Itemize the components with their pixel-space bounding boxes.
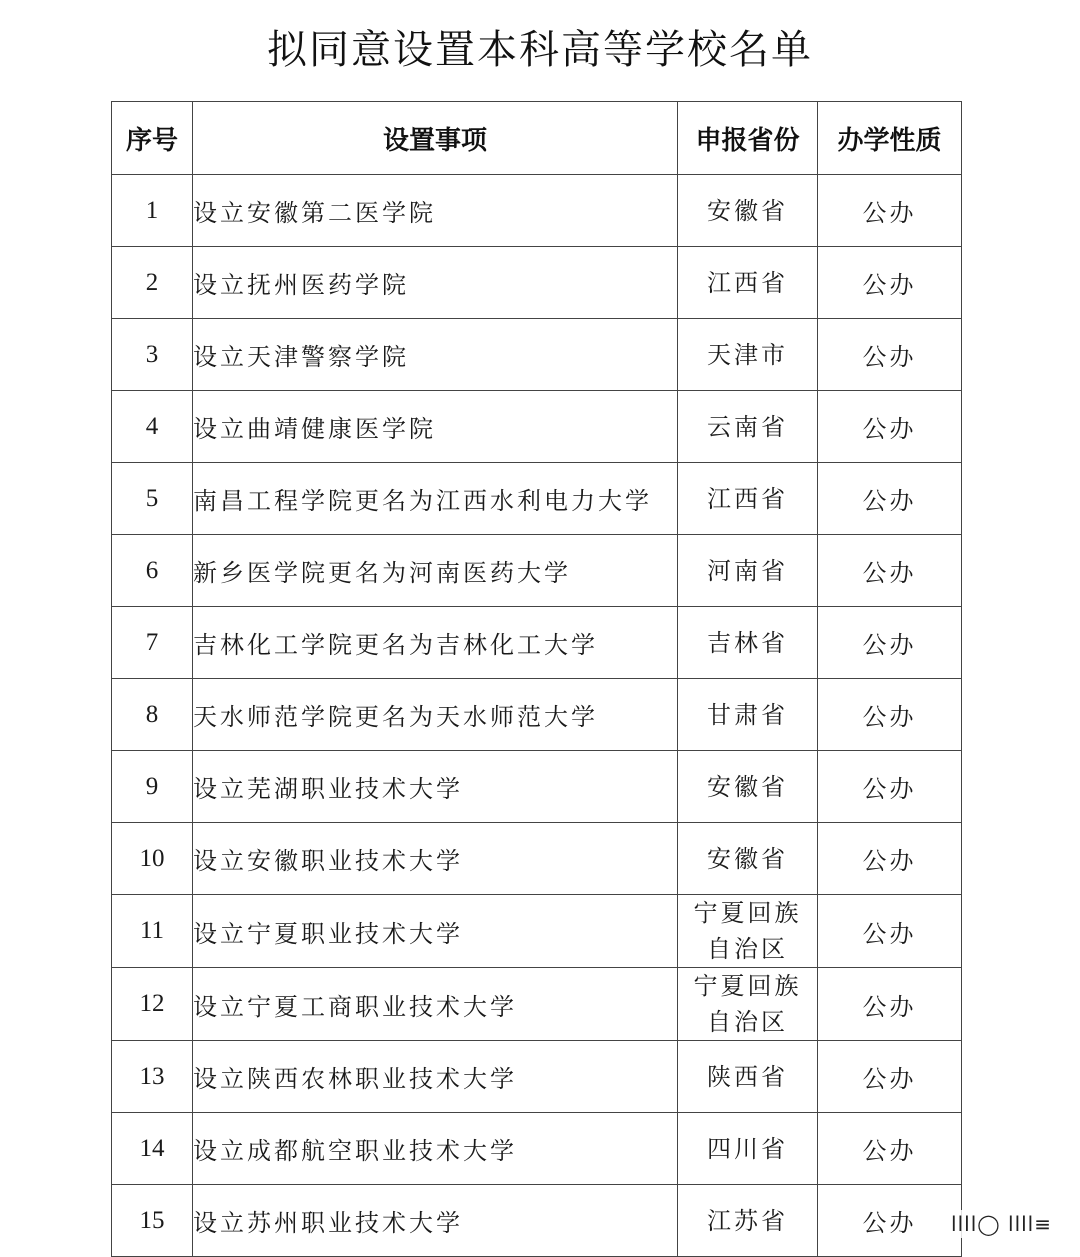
row-number: 4 bbox=[112, 391, 193, 463]
row-type: 公办 bbox=[818, 175, 962, 247]
row-province bbox=[678, 895, 818, 968]
province-line: 自治区 bbox=[707, 1008, 788, 1036]
table-row bbox=[112, 751, 962, 823]
table-row bbox=[112, 679, 962, 751]
row-province bbox=[678, 1185, 818, 1257]
row-number: 14 bbox=[112, 1113, 193, 1185]
row-type: 公办 bbox=[818, 1113, 962, 1185]
row-item: 南昌工程学院更名为江西水利电力大学 bbox=[193, 463, 678, 535]
table-row bbox=[112, 247, 962, 319]
row-number: 12 bbox=[112, 968, 193, 1041]
row-province bbox=[678, 319, 818, 391]
table-row bbox=[112, 1041, 962, 1113]
row-number: 7 bbox=[112, 607, 193, 679]
row-number: 9 bbox=[112, 751, 193, 823]
row-province bbox=[678, 823, 818, 895]
row-province bbox=[678, 1041, 818, 1113]
table-row bbox=[112, 391, 962, 463]
row-province bbox=[678, 391, 818, 463]
province-line: 安徽省 bbox=[707, 196, 788, 225]
row-province bbox=[678, 607, 818, 679]
row-number: 1 bbox=[112, 175, 193, 247]
table-row bbox=[112, 607, 962, 679]
row-number: 11 bbox=[112, 895, 193, 968]
row-province bbox=[678, 535, 818, 607]
watermark-logo: llll◯ llll≡ bbox=[945, 1210, 1058, 1238]
table-row bbox=[112, 1185, 962, 1257]
province-line: 安徽省 bbox=[707, 772, 788, 801]
row-province bbox=[678, 751, 818, 823]
row-number: 8 bbox=[112, 679, 193, 751]
row-item: 设立安徽职业技术大学 bbox=[193, 823, 678, 895]
row-type: 公办 bbox=[818, 679, 962, 751]
province-line: 陕西省 bbox=[707, 1062, 788, 1091]
page-title: 拟同意设置本科高等学校名单 bbox=[267, 27, 813, 73]
province-line: 江西省 bbox=[707, 268, 788, 297]
table-row bbox=[112, 175, 962, 247]
province-line: 吉林省 bbox=[707, 628, 788, 657]
province-line: 安徽省 bbox=[707, 844, 788, 873]
row-province bbox=[678, 463, 818, 535]
table-row bbox=[112, 895, 962, 968]
row-item: 设立成都航空职业技术大学 bbox=[193, 1113, 678, 1185]
row-item: 新乡医学院更名为河南医药大学 bbox=[193, 535, 678, 607]
row-number: 15 bbox=[112, 1185, 193, 1257]
row-number: 2 bbox=[112, 247, 193, 319]
row-type: 公办 bbox=[818, 1041, 962, 1113]
row-item: 设立宁夏工商职业技术大学 bbox=[193, 968, 678, 1041]
row-item: 设立曲靖健康医学院 bbox=[193, 391, 678, 463]
row-item: 设立安徽第二医学院 bbox=[193, 175, 678, 247]
table-row bbox=[112, 535, 962, 607]
row-province bbox=[678, 247, 818, 319]
row-item: 设立陕西农林职业技术大学 bbox=[193, 1041, 678, 1113]
province-line: 云南省 bbox=[707, 412, 788, 441]
header-no: 序号 bbox=[112, 102, 193, 175]
table-row bbox=[112, 968, 962, 1041]
province-line: 宁夏回族 bbox=[693, 972, 802, 1000]
table-body bbox=[112, 175, 962, 1257]
row-item: 天水师范学院更名为天水师范大学 bbox=[193, 679, 678, 751]
row-item: 设立芜湖职业技术大学 bbox=[193, 751, 678, 823]
row-province bbox=[678, 968, 818, 1041]
row-type: 公办 bbox=[818, 968, 962, 1041]
row-type: 公办 bbox=[818, 463, 962, 535]
row-type: 公办 bbox=[818, 391, 962, 463]
row-number: 3 bbox=[112, 319, 193, 391]
row-number: 10 bbox=[112, 823, 193, 895]
province-line: 河南省 bbox=[707, 556, 788, 585]
header-type: 办学性质 bbox=[818, 102, 962, 175]
province-line: 宁夏回族 bbox=[693, 899, 802, 927]
province-line: 江西省 bbox=[707, 484, 788, 513]
row-type: 公办 bbox=[818, 751, 962, 823]
header-item: 设置事项 bbox=[193, 102, 678, 175]
row-province bbox=[678, 1113, 818, 1185]
row-type: 公办 bbox=[818, 607, 962, 679]
province-line: 天津市 bbox=[707, 340, 788, 369]
row-item: 设立抚州医药学院 bbox=[193, 247, 678, 319]
table-row bbox=[112, 463, 962, 535]
row-item: 设立天津警察学院 bbox=[193, 319, 678, 391]
row-item: 设立苏州职业技术大学 bbox=[193, 1185, 678, 1257]
province-line: 甘肃省 bbox=[707, 700, 788, 729]
row-item: 吉林化工学院更名为吉林化工大学 bbox=[193, 607, 678, 679]
table-row bbox=[112, 823, 962, 895]
header-province: 申报省份 bbox=[678, 102, 818, 175]
table-row bbox=[112, 319, 962, 391]
row-type: 公办 bbox=[818, 535, 962, 607]
row-type: 公办 bbox=[818, 319, 962, 391]
province-line: 自治区 bbox=[707, 935, 788, 963]
table-row bbox=[112, 1113, 962, 1185]
province-line: 江苏省 bbox=[707, 1206, 788, 1235]
row-number: 5 bbox=[112, 463, 193, 535]
row-province bbox=[678, 175, 818, 247]
row-number: 13 bbox=[112, 1041, 193, 1113]
row-item: 设立宁夏职业技术大学 bbox=[193, 895, 678, 968]
row-type: 公办 bbox=[818, 823, 962, 895]
row-type: 公办 bbox=[818, 895, 962, 968]
table-header-row bbox=[112, 102, 962, 175]
row-province bbox=[678, 679, 818, 751]
row-type: 公办 bbox=[818, 1185, 962, 1257]
province-line: 四川省 bbox=[707, 1134, 788, 1163]
row-number: 6 bbox=[112, 535, 193, 607]
school-list-table bbox=[111, 101, 962, 1257]
row-type: 公办 bbox=[818, 247, 962, 319]
